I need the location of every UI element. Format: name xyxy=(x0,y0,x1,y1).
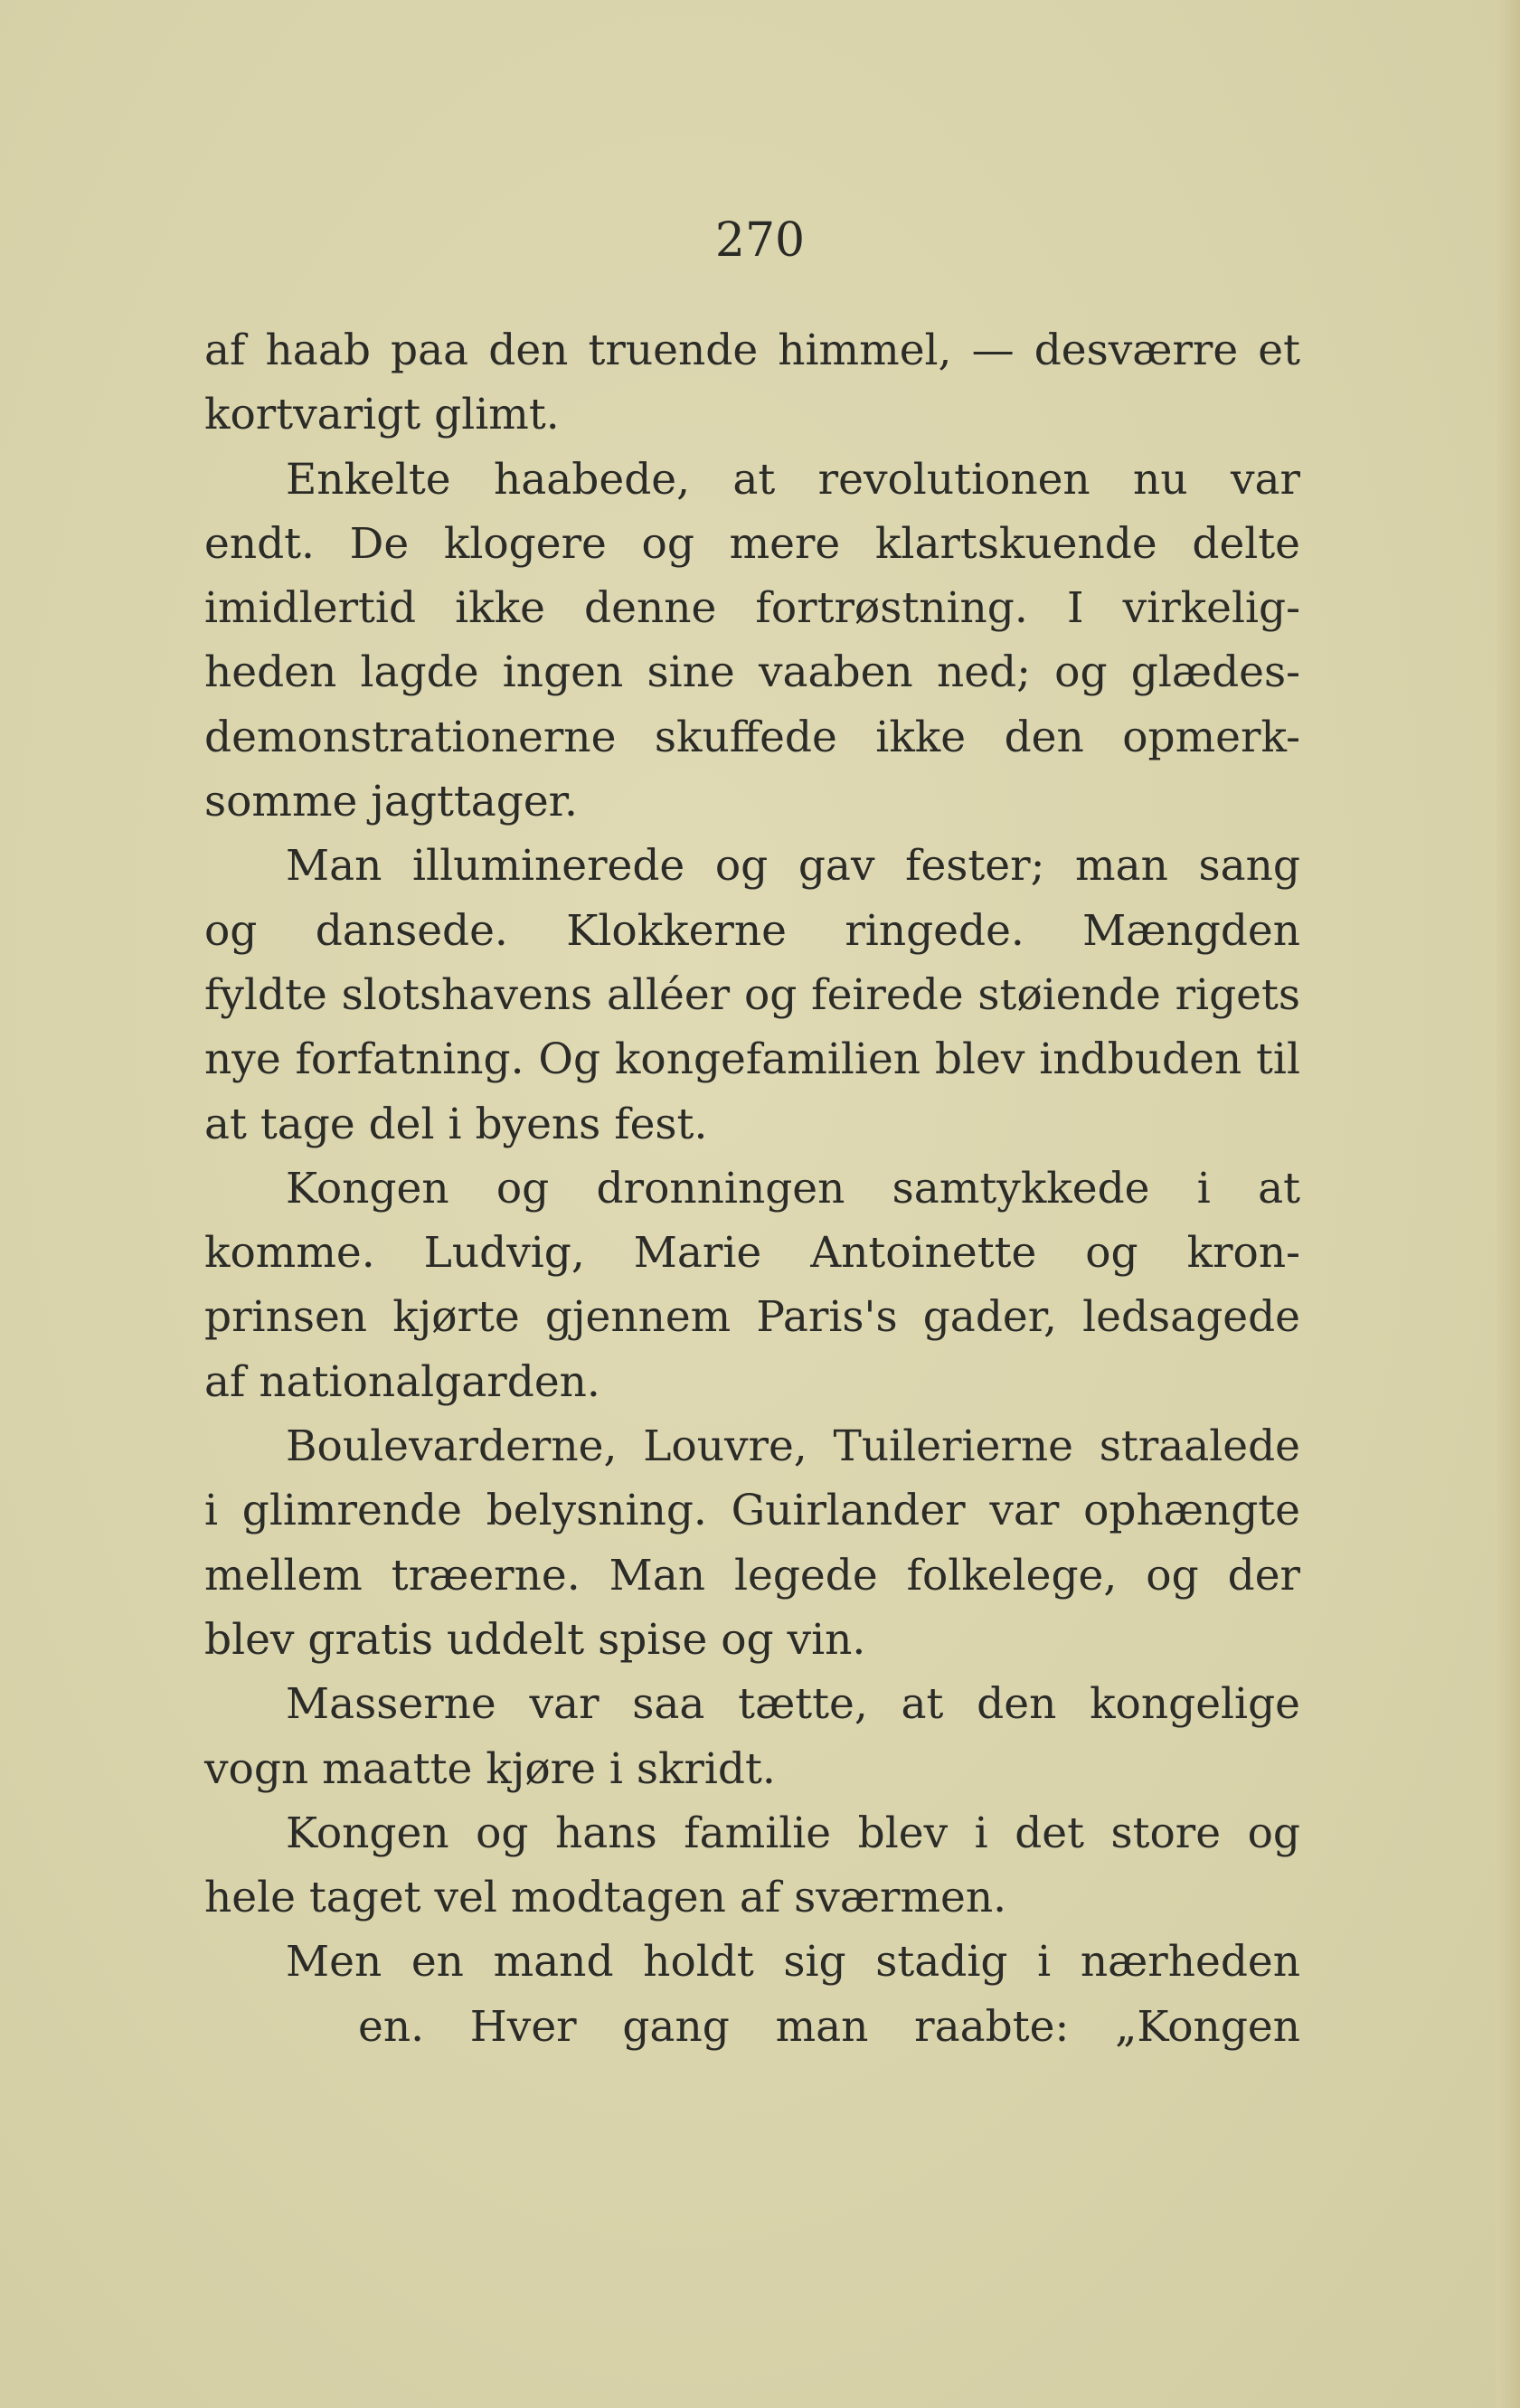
text-line: af haab paa den truende himmel, — desværre et xyxy=(204,326,1300,375)
text-line: mellem træerne. Man legede folkelege, og der xyxy=(204,1550,1300,1601)
text-line: Kongen og hans familie blev i det store og xyxy=(286,1808,1300,1858)
text-line: i glimrende belysning. Guirlander var ophængte xyxy=(204,1486,1300,1536)
text-line: hele taget vel modtagen af sværmen. xyxy=(204,1873,1007,1923)
body-text xyxy=(204,318,1300,2059)
text-line: af nationalgarden. xyxy=(204,1356,600,1407)
text-line: nye forfatning. Og kongefamilien blev indbuden til xyxy=(204,1034,1300,1085)
text-line: demonstrationerne skuffede ikke den opmerk- xyxy=(204,712,1300,762)
text-line: imidlertid ikke denne fortrøstning. I virkelig- xyxy=(204,583,1300,634)
text-line: heden lagde ingen sine vaaben ned; og glædes- xyxy=(204,647,1300,698)
text-line: vogn maatte kjøre i skridt. xyxy=(204,1743,776,1794)
text-line: blev gratis uddelt spise og vin. xyxy=(204,1614,866,1665)
text-line: somme jagttager. xyxy=(204,777,578,827)
text-line: Masserne var saa tætte, at den kongelige xyxy=(286,1679,1300,1730)
text-line: fyldte slotshavens alléer og feirede støiende rigets xyxy=(204,969,1300,1020)
text-line: kortvarigt glimt. xyxy=(204,390,560,440)
text-line: prinsen kjørte gjennem Paris's gader, ledsagede xyxy=(204,1292,1300,1343)
text-line: Boulevarderne, Louvre, Tuilerierne straalede xyxy=(286,1421,1300,1472)
text-line: og dansede. Klokkerne ringede. Mængden xyxy=(204,905,1300,956)
text-line: en. Hver gang man raabte: „Kongen xyxy=(358,2001,1300,2052)
text-line: Man illuminerede og gav fester; man sang xyxy=(286,841,1300,892)
text-line: Kongen og dronningen samtykkede i at xyxy=(286,1163,1300,1213)
text-line: komme. Ludvig, Marie Antoinette og kron- xyxy=(204,1228,1300,1279)
text-line: Men en mand holdt sig stadig i nærheden xyxy=(286,1937,1300,1988)
page-number: 270 xyxy=(714,213,806,268)
page-edge xyxy=(1496,0,1520,2408)
text-line: endt. De klogere og mere klartskuende delte xyxy=(204,518,1300,569)
text-line: Enkelte haabede, at revolutionen nu var xyxy=(286,454,1300,505)
text-line: at tage del i byens fest. xyxy=(204,1099,708,1149)
